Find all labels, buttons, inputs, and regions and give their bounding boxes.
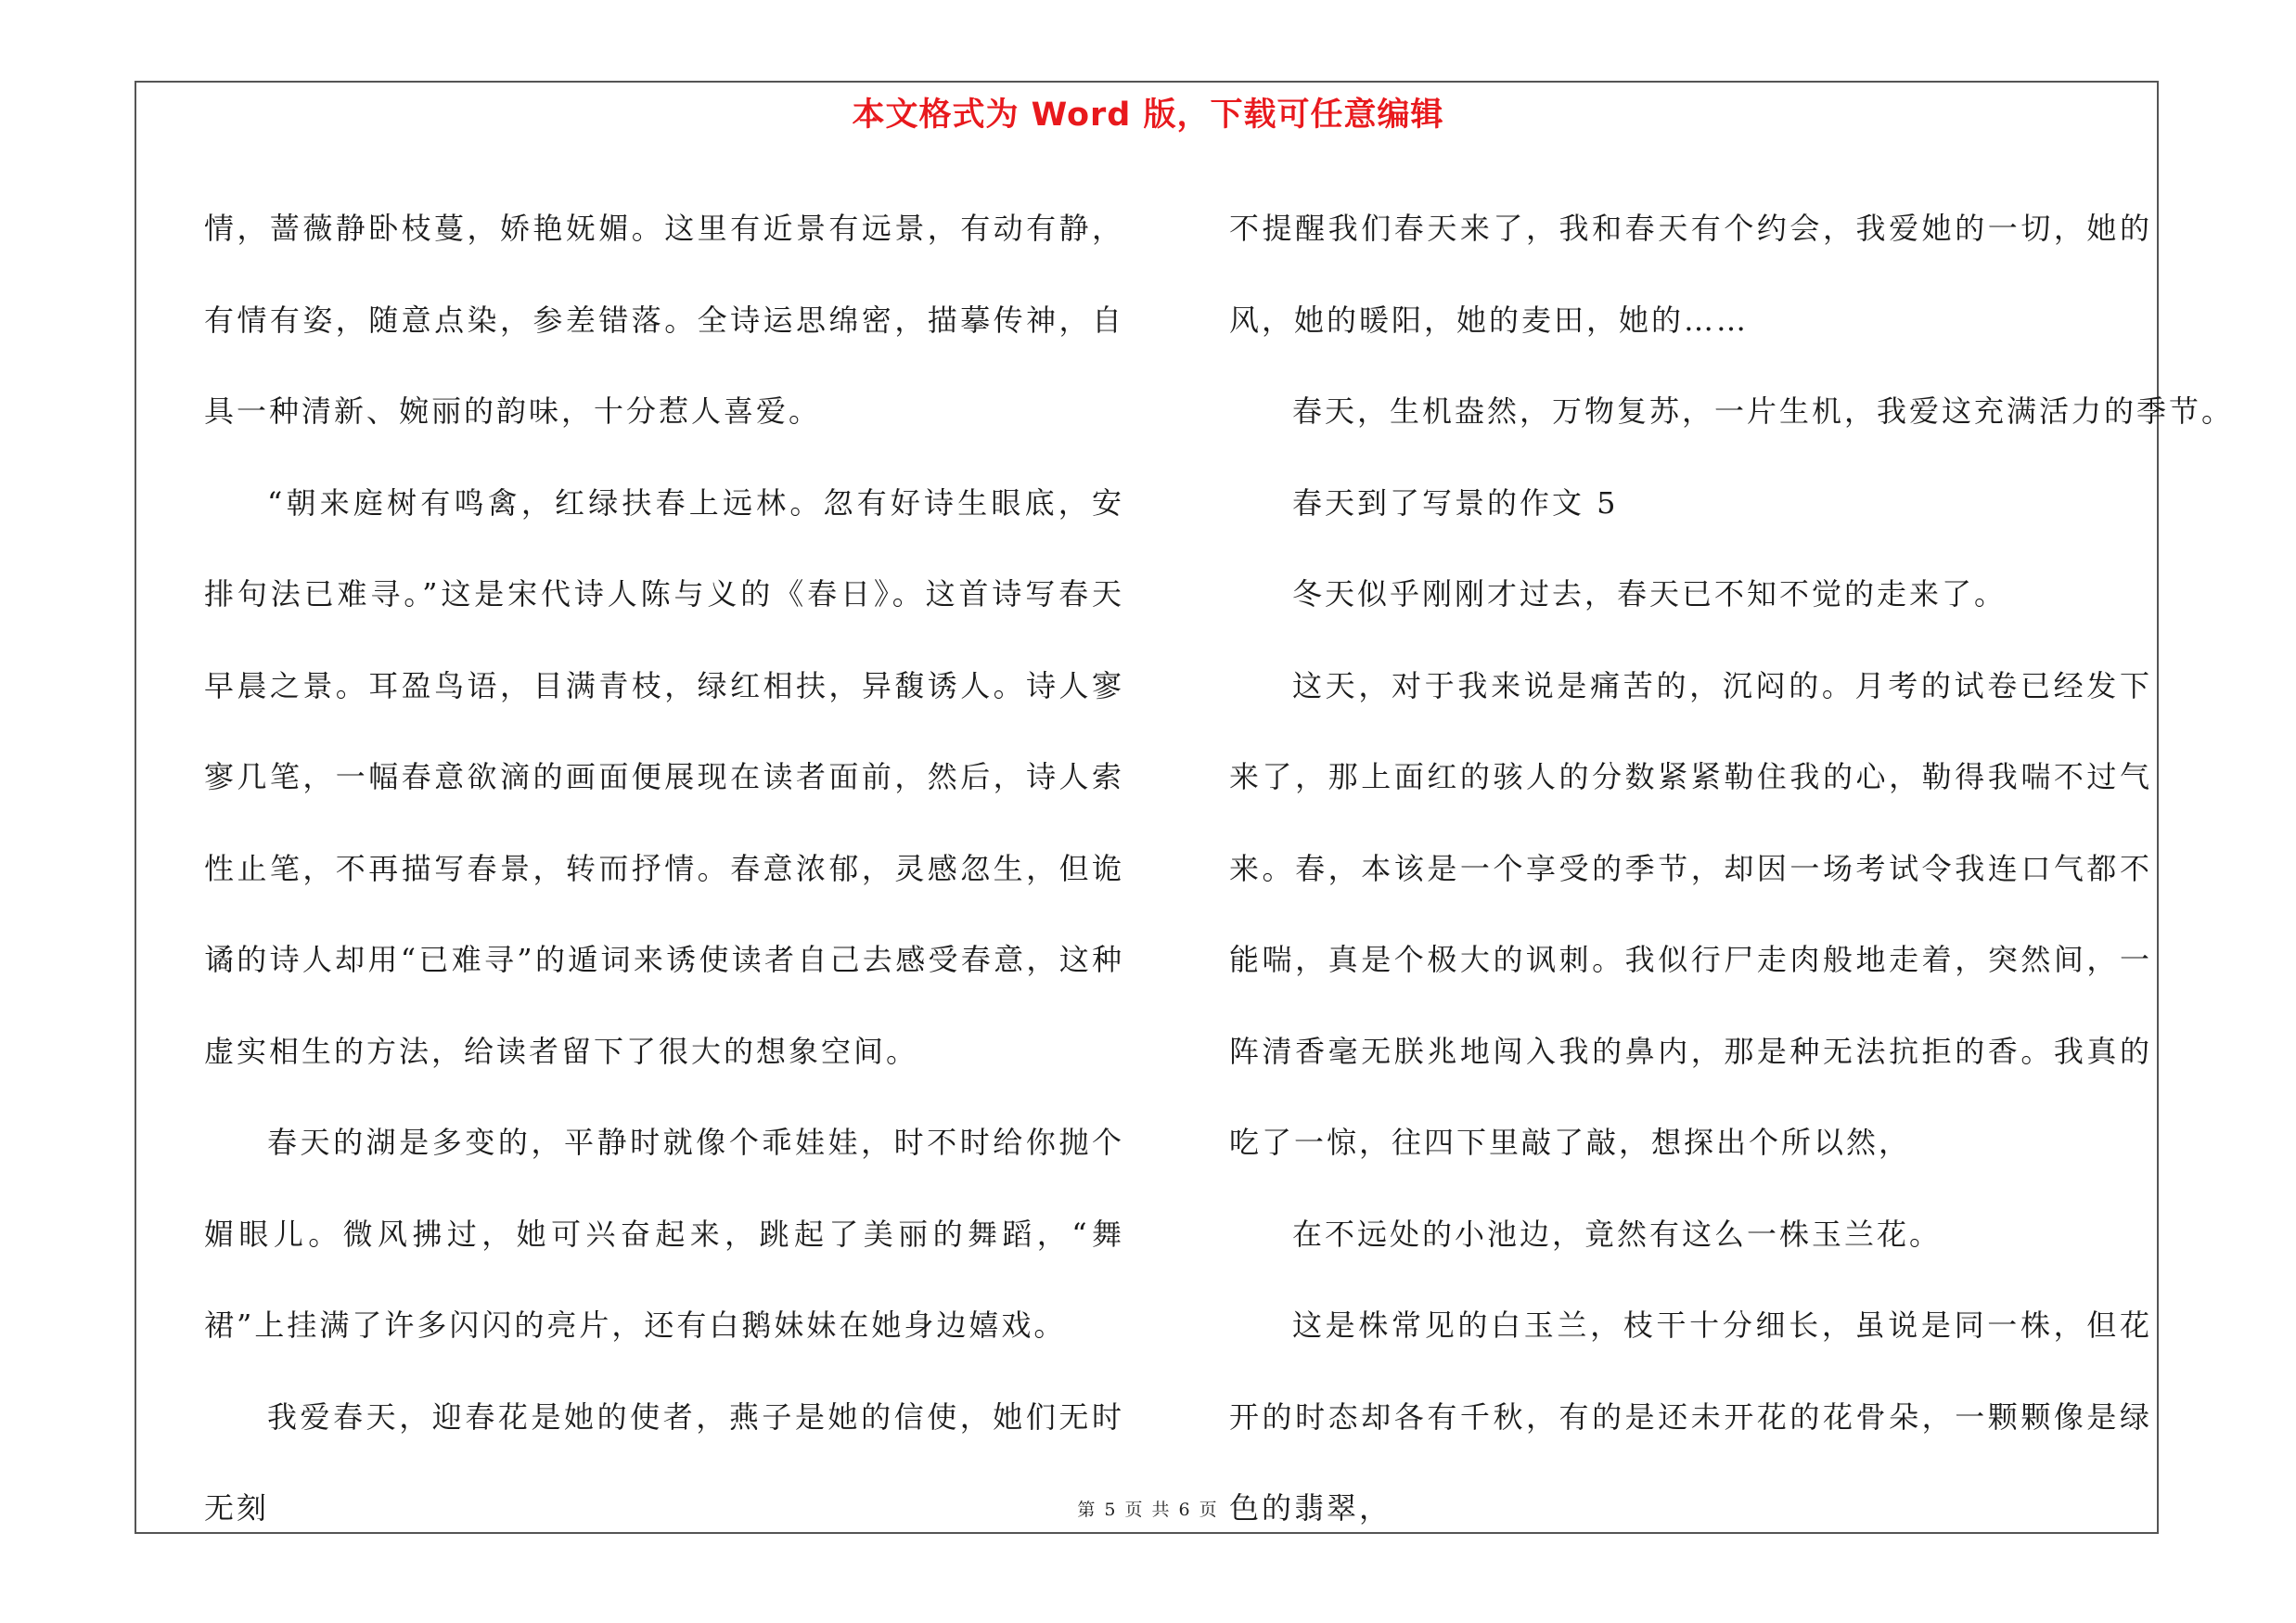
paragraph: 春天，生机盎然，万物复苏，一片生机，我爱这充满活力的季节。 [1292,393,2235,429]
right-text-column [1229,183,2235,1554]
paragraph: “朝来庭树有鸣禽，红绿扶春上远林。忽有好诗生眼底，安排句法已难寻。”这是宋代诗人陈与义的《春日》。这首诗写春天早晨之景。耳盈鸟语，目满青枝，绿红相扶，异馥诱人。诗人寥寥几笔，一幅春意欲滴的画面便展现在读者面前，然后，诗人索性止笔，不再描写春景，转而抒情。春意浓郁，灵感忽生，但诡谲的诗人却用“已难寻”的遁词来诱使读者自己去感受春意，这种虚实相生的方法，给读者留下了很大的想象空间。 [204,484,1124,1069]
section-heading: 春天到了写景的作文 5 [1292,484,1619,521]
paragraph: 春天的湖是多变的，平静时就像个乖娃娃，时不时给你抛个媚眼儿。微风拂过，她可兴奋起来，跳起了美丽的舞蹈，“舞裙”上挂满了许多闪闪的亮片，还有白鹅妹妹在她身边嬉戏。 [204,1125,1124,1343]
page-number: 第 5 页 共 6 页 [1077,1500,1219,1520]
format-banner: 本文格式为 Word 版，下载可任意编辑 [852,97,1444,134]
paragraph: 这是株常见的白玉兰，枝干十分细长，虽说是同一株，但花开的时态却各有千秋，有的是还未开花的花骨朵，一颗颗像是绿色的翡翠， [1229,1307,2152,1526]
paragraph: 在不远处的小池边，竟然有这么一株玉兰花。 [1292,1216,1943,1252]
paragraph: 我爱春天，迎春花是她的使者，燕子是她的信使，她们无时无刻 [204,1398,1124,1526]
paragraph: 不提醒我们春天来了，我和春天有个约会，我爱她的一切，她的风，她的暖阳，她的麦田，她的…… [1229,211,2152,338]
paragraph: 冬天似乎刚刚才过去，春天已不知不觉的走来了。 [1292,576,2007,612]
left-text-column [204,183,1124,1554]
paragraph: 情，蔷薇静卧枝蔓，娇艳妩媚。这里有近景有远景，有动有静，有情有姿，随意点染，参差错落。全诗运思绵密，描摹传神，自具一种清新、婉丽的韵味，十分惹人喜爱。 [204,211,1124,429]
paragraph: 这天，对于我来说是痛苦的，沉闷的。月考的试卷已经发下来了，那上面红的骇人的分数紧紧勒住我的心，勒得我喘不过气来。春，本该是一个享受的季节，却因一场考试令我连口气都不能喘，真是个极大的讽刺。我似行尸走肉般地走着，突然间，一阵清香毫无朕兆地闯入我的鼻内，那是种无法抗拒的香。我真的吃了一惊，往四下里敲了敲，想探出个所以然， [1229,667,2152,1160]
